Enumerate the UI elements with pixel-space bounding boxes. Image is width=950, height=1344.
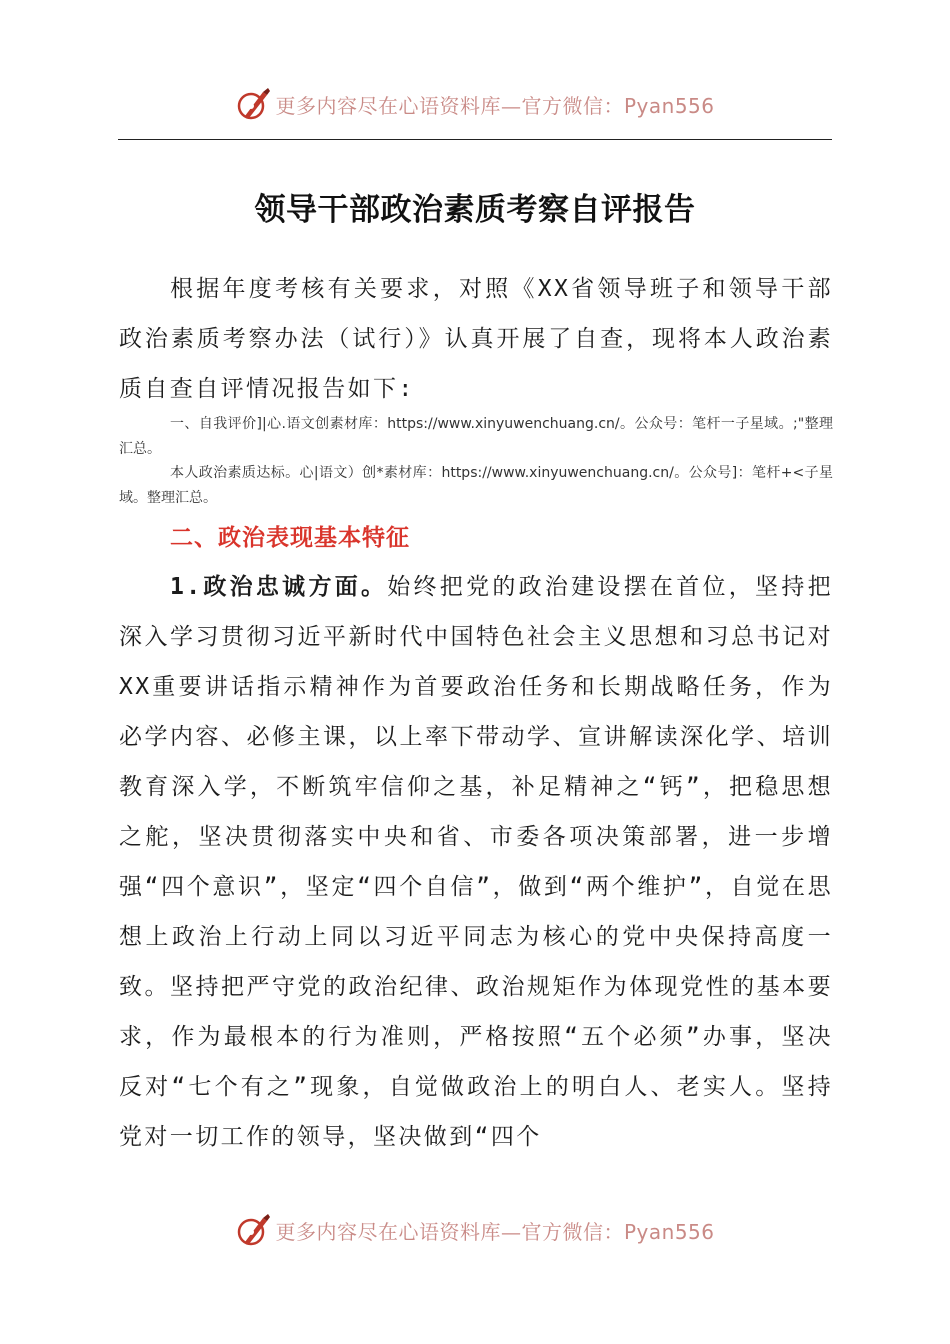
section-heading-2: 二、政治表现基本特征 [170,525,410,551]
banner-text: 更多内容尽在心语资料库—官方微信：Pyan556 [275,1219,715,1244]
header-divider [118,139,832,140]
pen-logo-icon [235,1212,271,1248]
watermark-note-2: 本人政治素质达标。心|语文）创*素材库：https://www.xinyuwenchuang.cn/。公众号]：笔杆+<子星域。整理汇总。 [119,465,833,506]
header-banner [0,82,950,126]
watermark-note-1: 一、自我评价]|心.语文创素材库：https://www.xinyuwenchuang.cn/。公众号：笔杆一子星域。;"整理汇总。 [119,416,833,457]
banner-wechat-id: Pyan556 [623,1219,715,1244]
intro-paragraph: 根据年度考核有关要求，对照《XX省领导班子和领导干部政治素质考察办法（试行）》认真开展了自查，现将本人政治素质自查自评情况报告如下: [119,276,833,402]
paragraph-lead: 1.政治忠诚方面。 [170,574,388,600]
political-loyalty-paragraph [119,562,833,1162]
footer-banner [0,1208,950,1252]
banner-text: 更多内容尽在心语资料库—官方微信：Pyan556 [275,93,715,118]
document-title: 领导干部政治素质考察自评报告 [254,192,696,228]
paragraph-body: 始终把党的政治建设摆在首位，坚持把深入学习贯彻习近平新时代中国特色社会主义思想和习总书记对XX重要讲话指示精神作为首要政治任务和长期战略任务，作为必学内容、必修主课，以上率下带动学、宣讲解读深化学、培训教育深入学，不断筑牢信仰之基，补足精神之“钙”，把稳思想之舵，坚决贯彻落实中央和省、市委各项决策部署，进一步增强“四个意识”，坚定“四个自信”，做到“两个维护”，自觉在思想上政治上行动上同以习近平同志为核心的党中央保持高度一致。坚持把严守党的政治纪律、政治规矩作为体现党性的基本要求，作为最根本的行为准则，严格按照“五个必须”办事，坚决反对“七个有之”现象，自觉做政治上的明白人、老实人。坚持党对一切工作的领导，坚决做到“四个 [119,574,833,1150]
banner-wechat-id: Pyan556 [623,93,715,118]
pen-logo-icon [235,86,271,122]
